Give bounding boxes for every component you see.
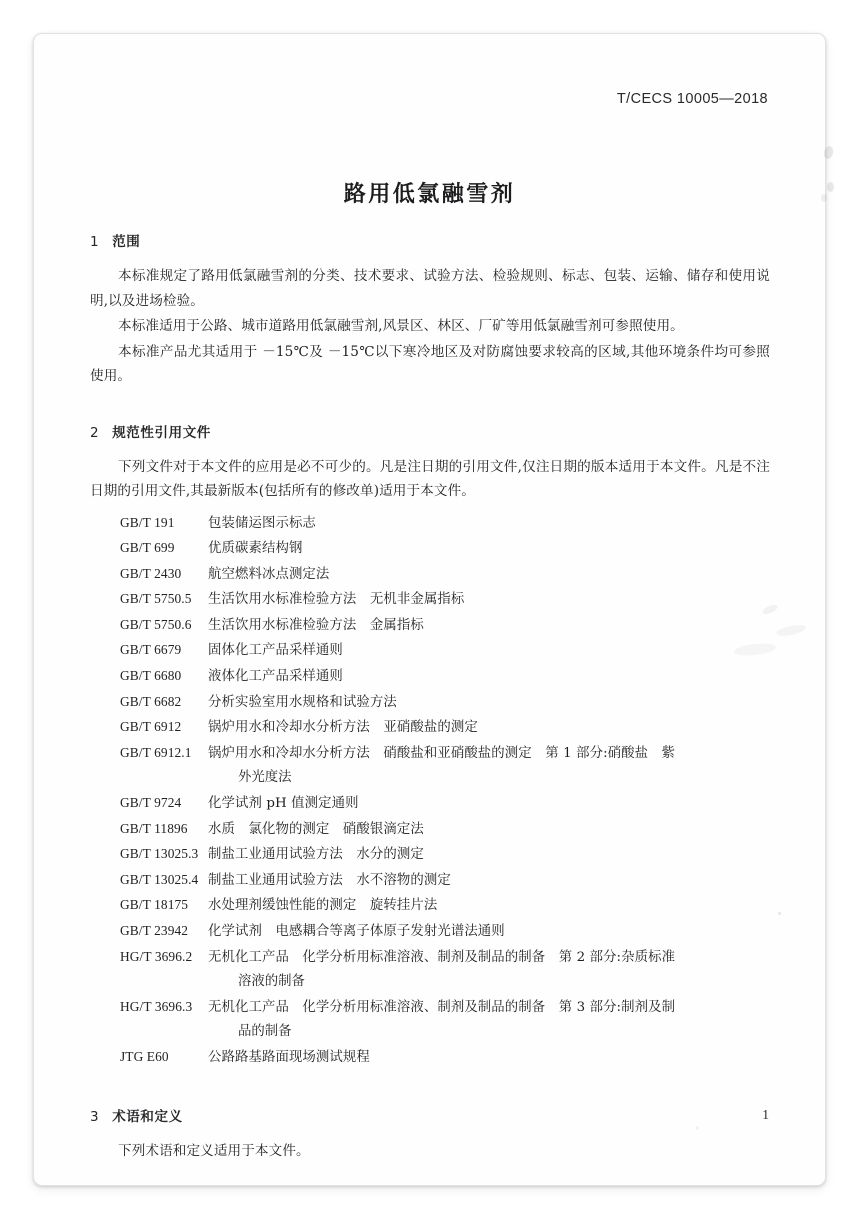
reference-row — [90, 893, 770, 919]
reference-title: 固体化工产品采样通则 — [208, 643, 343, 659]
reference-row — [90, 638, 770, 664]
section-title: 术语和定义 — [112, 1108, 183, 1125]
reference-item — [90, 715, 770, 741]
paragraph: 本标准规定了路用低氯融雪剂的分类、技术要求、试验方法、检验规则、标志、包装、运输、储存和使用说明,以及进场检验。 — [90, 268, 770, 309]
reference-code: GB/T 2430 — [120, 565, 182, 581]
reference-row — [90, 690, 770, 716]
page-content-area — [34, 34, 825, 1185]
reference-row — [90, 587, 770, 613]
scan-artifact-icon — [778, 912, 781, 915]
scan-artifact-icon — [775, 623, 806, 638]
reference-title: 优质碳素结构钢 — [208, 541, 303, 557]
reference-code: HG/T 3696.3 — [120, 998, 193, 1014]
reference-item — [90, 893, 770, 919]
reference-code: GB/T 5750.6 — [120, 616, 192, 632]
page-title: 路用低氯融雪剂 — [343, 181, 516, 207]
paragraph: 下列文件对于本文件的应用是必不可少的。凡是注日期的引用文件,仅注日期的版本适用于本文件。凡是不注日期的引用文件,其最新版本(包括所有的修改单)适用于本文件。 — [90, 458, 770, 499]
reference-row — [90, 536, 770, 562]
normative-references-list — [90, 511, 770, 1071]
reference-row — [90, 919, 770, 945]
reference-code: GB/T 11896 — [120, 820, 188, 836]
reference-code: HG/T 3696.2 — [120, 948, 193, 964]
paragraph: 本标准产品尤其适用于 －15℃及 －15℃以下寒冷地区及对防腐蚀要求较高的区域,其他环境条件均可参照使用。 — [90, 343, 770, 384]
reference-row — [90, 715, 770, 741]
reference-code: GB/T 13025.3 — [120, 846, 199, 862]
reference-item — [90, 945, 770, 995]
paragraph: 下列术语和定义适用于本文件。 — [118, 1142, 310, 1159]
reference-row — [90, 817, 770, 843]
reference-code: GB/T 6682 — [120, 693, 182, 709]
paragraph: 本标准适用于公路、城市道路用低氯融雪剂,风景区、林区、厂矿等用低氯融雪剂可参照使用。 — [118, 318, 684, 334]
reference-title: 液体化工产品采样通则 — [208, 669, 343, 685]
reference-title: 生活饮用水标准检验方法 无机非金属指标 — [208, 592, 465, 608]
reference-title-continuation: 品的制备 — [238, 1024, 292, 1040]
reference-item — [90, 995, 770, 1045]
reference-item — [90, 536, 770, 562]
reference-item — [90, 613, 770, 639]
reference-row — [90, 613, 770, 639]
reference-row — [90, 664, 770, 690]
reference-title: 化学试剂 pH 值测定通则 — [208, 796, 359, 812]
reference-title-continuation: 外光度法 — [238, 770, 292, 786]
reference-title: 锅炉用水和冷却水分析方法 亚硝酸盐的测定 — [208, 720, 478, 736]
reference-row — [90, 995, 770, 1021]
reference-code: GB/T 5750.5 — [120, 591, 192, 607]
reference-code: JTG E60 — [120, 1048, 169, 1064]
reference-row — [90, 842, 770, 868]
reference-title: 锅炉用水和冷却水分析方法 硝酸盐和亚硝酸盐的测定 第 1 部分:硝酸盐 紫 — [208, 745, 676, 761]
section-heading-2 — [90, 421, 770, 441]
reference-code: GB/T 699 — [120, 540, 175, 556]
reference-row — [90, 741, 770, 767]
reference-title: 水质 氯化物的测定 硝酸银滴定法 — [208, 821, 424, 837]
section-number: 1 — [90, 234, 100, 250]
document-header-standard-code: T/CECS 10005—2018 — [616, 91, 768, 107]
reference-item — [90, 817, 770, 843]
reference-title: 化学试剂 电感耦合等离子体原子发射光谱法通则 — [208, 924, 505, 939]
reference-row — [90, 1045, 770, 1071]
reference-title: 无机化工产品 化学分析用标准溶液、制剂及制品的制备 第 2 部分:杂质标准 — [208, 949, 676, 965]
reference-title: 制盐工业通用试验方法 水不溶物的测定 — [208, 872, 451, 888]
reference-title: 航空燃料冰点测定法 — [208, 566, 330, 582]
reference-item — [90, 868, 770, 894]
reference-title: 包装储运图示标志 — [208, 515, 316, 531]
reference-code: GB/T 6912 — [120, 719, 182, 735]
reference-row — [90, 562, 770, 588]
reference-code: GB/T 6680 — [120, 668, 182, 684]
reference-row — [90, 791, 770, 817]
paper-sheet — [33, 33, 826, 1186]
section-heading-3 — [90, 1105, 770, 1125]
reference-item — [90, 587, 770, 613]
reference-item — [90, 1045, 770, 1071]
section-number: 2 — [90, 424, 100, 441]
reference-item — [90, 511, 770, 537]
scan-artifact-icon — [827, 182, 834, 192]
document-body — [90, 230, 770, 1164]
reference-item — [90, 638, 770, 664]
reference-code: GB/T 18175 — [120, 897, 189, 913]
page-number: 1 — [762, 1107, 769, 1122]
scan-artifact-icon — [823, 145, 835, 160]
reference-item — [90, 842, 770, 868]
reference-title: 生活饮用水标准检验方法 金属指标 — [208, 617, 424, 633]
section-number: 3 — [90, 1108, 100, 1125]
reference-code: GB/T 191 — [120, 514, 175, 530]
section-heading-1 — [90, 230, 770, 250]
reference-item — [90, 690, 770, 716]
reference-code: GB/T 6912.1 — [120, 744, 192, 760]
reference-item — [90, 919, 770, 945]
reference-title-continuation: 溶液的制备 — [238, 974, 305, 990]
reference-code: GB/T 13025.4 — [120, 871, 199, 887]
reference-row — [90, 868, 770, 894]
reference-row — [90, 945, 770, 971]
reference-title: 分析实验室用水规格和试验方法 — [208, 694, 397, 710]
reference-item — [90, 562, 770, 588]
reference-item — [90, 741, 770, 791]
reference-item — [90, 791, 770, 817]
reference-row — [90, 511, 770, 537]
section-title: 规范性引用文件 — [112, 424, 211, 441]
reference-title: 无机化工产品 化学分析用标准溶液、制剂及制品的制备 第 3 部分:制剂及制 — [208, 999, 676, 1015]
reference-title: 水处理剂缓蚀性能的测定 旋转挂片法 — [208, 898, 438, 914]
reference-code: GB/T 6679 — [120, 642, 182, 658]
reference-code: GB/T 23942 — [120, 923, 189, 938]
reference-title: 制盐工业通用试验方法 水分的测定 — [208, 847, 424, 863]
reference-item — [90, 664, 770, 690]
reference-code: GB/T 9724 — [120, 795, 182, 811]
section-title: 范围 — [112, 234, 141, 250]
reference-title: 公路路基路面现场测试规程 — [208, 1049, 370, 1065]
